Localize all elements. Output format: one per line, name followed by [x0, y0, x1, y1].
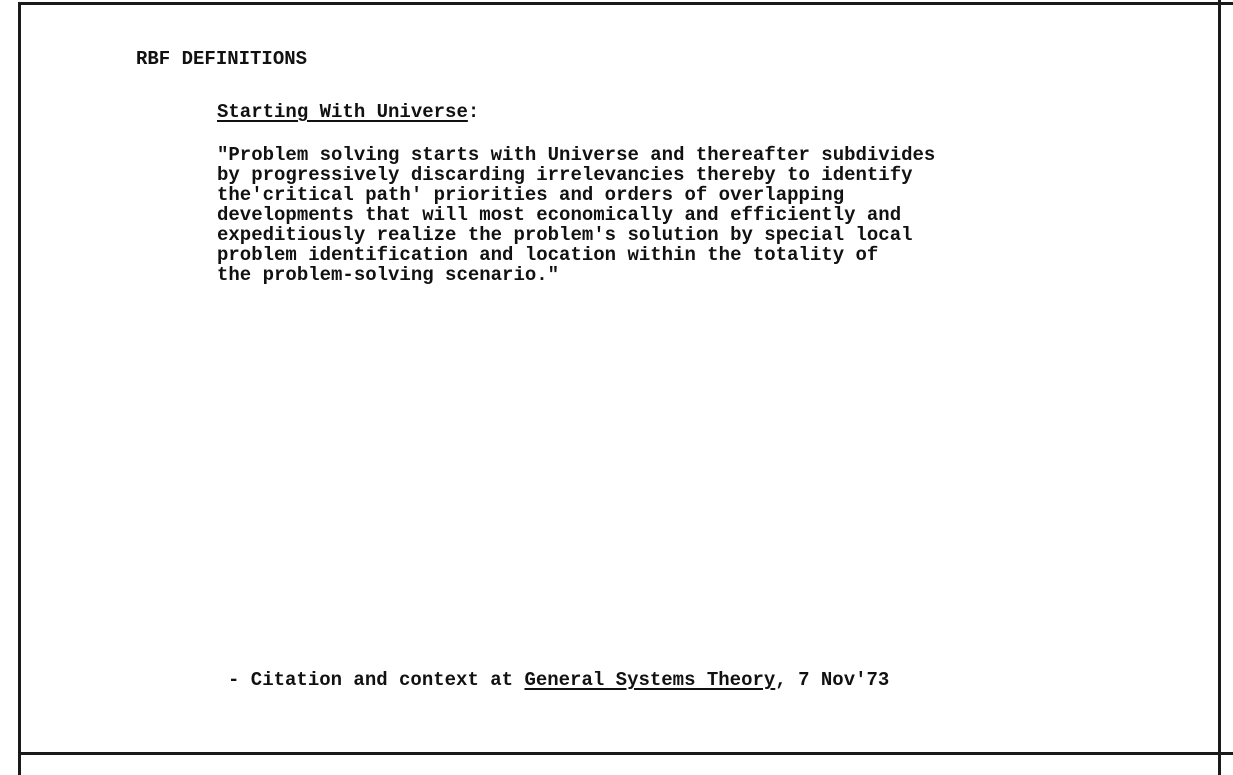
- card-bottom-border: [18, 752, 1233, 755]
- definition-term-colon: :: [467, 101, 480, 123]
- quote-line: "Problem solving starts with Universe and thereafter subdivides: [217, 144, 936, 166]
- page-title: RBF DEFINITIONS: [136, 48, 308, 70]
- definition-quote: [217, 145, 1207, 285]
- card-top-border: [18, 2, 1233, 5]
- quote-line: developments that will most economically and efficiently and: [217, 204, 902, 226]
- citation-source-link[interactable]: General Systems Theory: [524, 669, 776, 691]
- quote-line: by progressively discarding irrelevancies thereby to identify: [217, 164, 913, 186]
- quote-line: the problem-solving scenario.": [217, 264, 560, 286]
- quote-line: problem identification and location within the totality of: [217, 244, 879, 266]
- card-right-border: [1218, 0, 1221, 775]
- citation-prefix: - Citation and context at: [228, 669, 525, 691]
- quote-line: the'critical path' priorities and orders of overlapping: [217, 184, 845, 206]
- quote-line: expeditiously realize the problem's solution by special local: [217, 224, 913, 246]
- definition-term-title: Starting With Universe: [217, 101, 468, 123]
- citation: [228, 669, 889, 691]
- card-left-border: [18, 2, 21, 775]
- citation-date: , 7 Nov'73: [775, 669, 890, 691]
- definition-term: [217, 101, 479, 123]
